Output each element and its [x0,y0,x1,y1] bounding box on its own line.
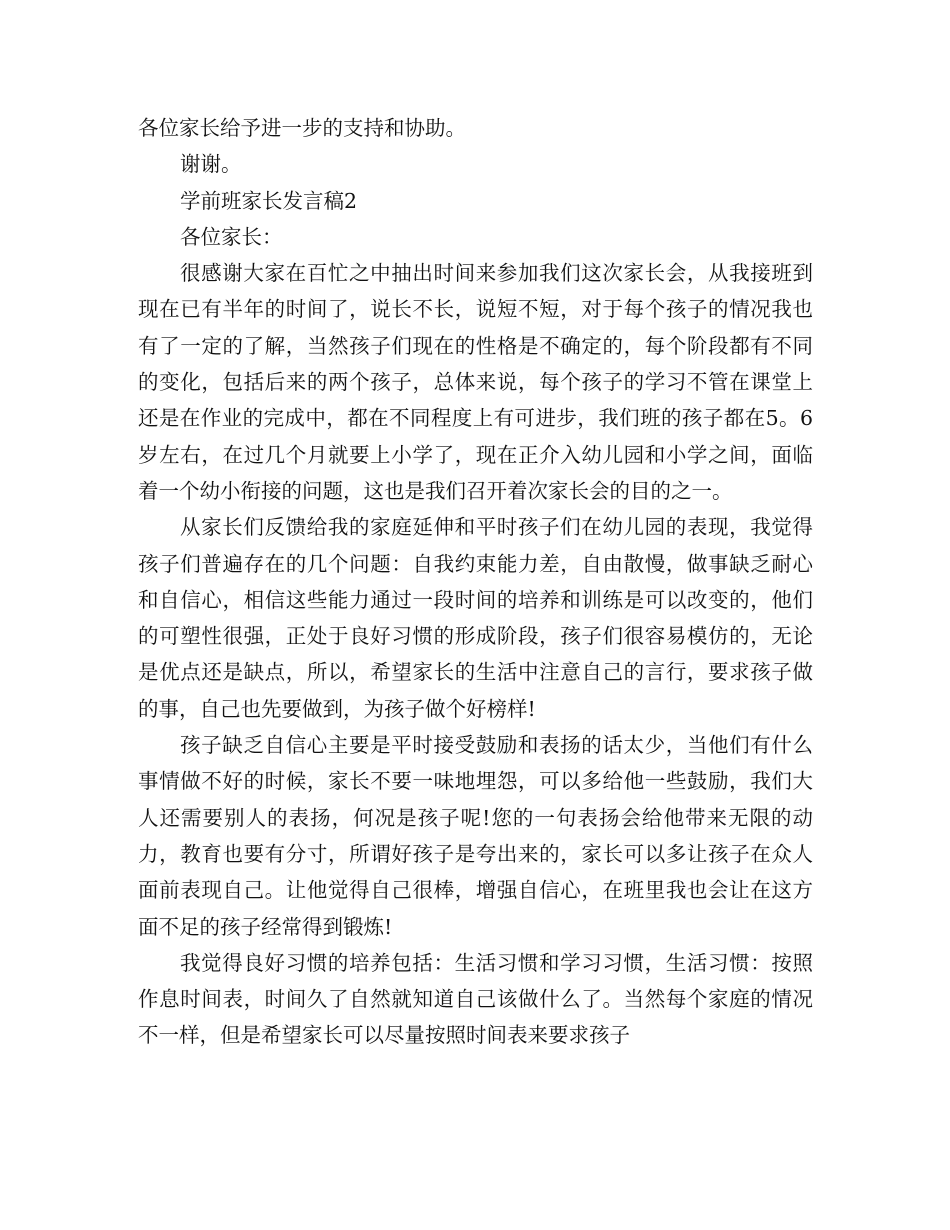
thanks-line: 谢谢。 [180,152,242,177]
paragraph-1: 很感谢大家在百忙之中抽出时间来参加我们这次家长会，从我接班到现在已有半年的时间了，说长不长，说短不短，对于每个孩子的情况我也有了一定的了解，当然孩子们现在的性格是不确定的，每个阶段都有不同的变化，包括后来的两个孩子，总体来说，每个孩子的学习不管在课堂上还是在作业的完成中，都在不同程度上有可进步，我们班的孩子都在5。6岁左右，在过几个月就要上小学了，现在正介入幼儿园和小学之间，面临着一个幼小衔接的问题，这也是我们召开着次家长会的目的之一。 [138,261,813,503]
paragraph-2: 从家长们反馈给我的家庭延伸和平时孩子们在幼儿园的表现，我觉得孩子们普遍存在的几个问题：自我约束能力差，自由散慢，做事缺乏耐心和自信心，相信这些能力通过一段时间的培养和训练是可以改变的，他们的可塑性很强，正处于良好习惯的形成阶段，孩子们很容易模仿的，无论是优点还是缺点，所以，希望家长的生活中注意自己的言行，要求孩子做的事，自己也先要做到，为孩子做个好榜样! [138,515,813,721]
paragraph-3: 孩子缺乏自信心主要是平时接受鼓励和表扬的话太少，当他们有什么事情做不好的时候，家长不要一味地埋怨，可以多给他一些鼓励，我们大人还需要别人的表扬，何况是孩子呢!您的一句表扬会给他带来无限的动力，教育也要有分寸，所谓好孩子是夸出来的，家长可以多让孩子在众人面前表现自己。让他觉得自己很棒，增强自信心，在班里我也会让在这方面不足的孩子经常得到锻炼! [138,733,813,939]
paragraph-4: 我觉得良好习惯的培养包括：生活习惯和学习习惯，生活习惯：按照作息时间表，时间久了自然就知道自己该做什么了。当然每个家庭的情况不一样，但是希望家长可以尽量按照时间表来要求孩子 [138,950,813,1048]
continuation-line: 各位家长给予进一步的支持和协助。 [138,116,466,140]
document-body [138,110,813,1054]
salutation: 各位家长： [180,224,283,249]
section-title: 学前班家长发言稿2 [180,188,358,213]
